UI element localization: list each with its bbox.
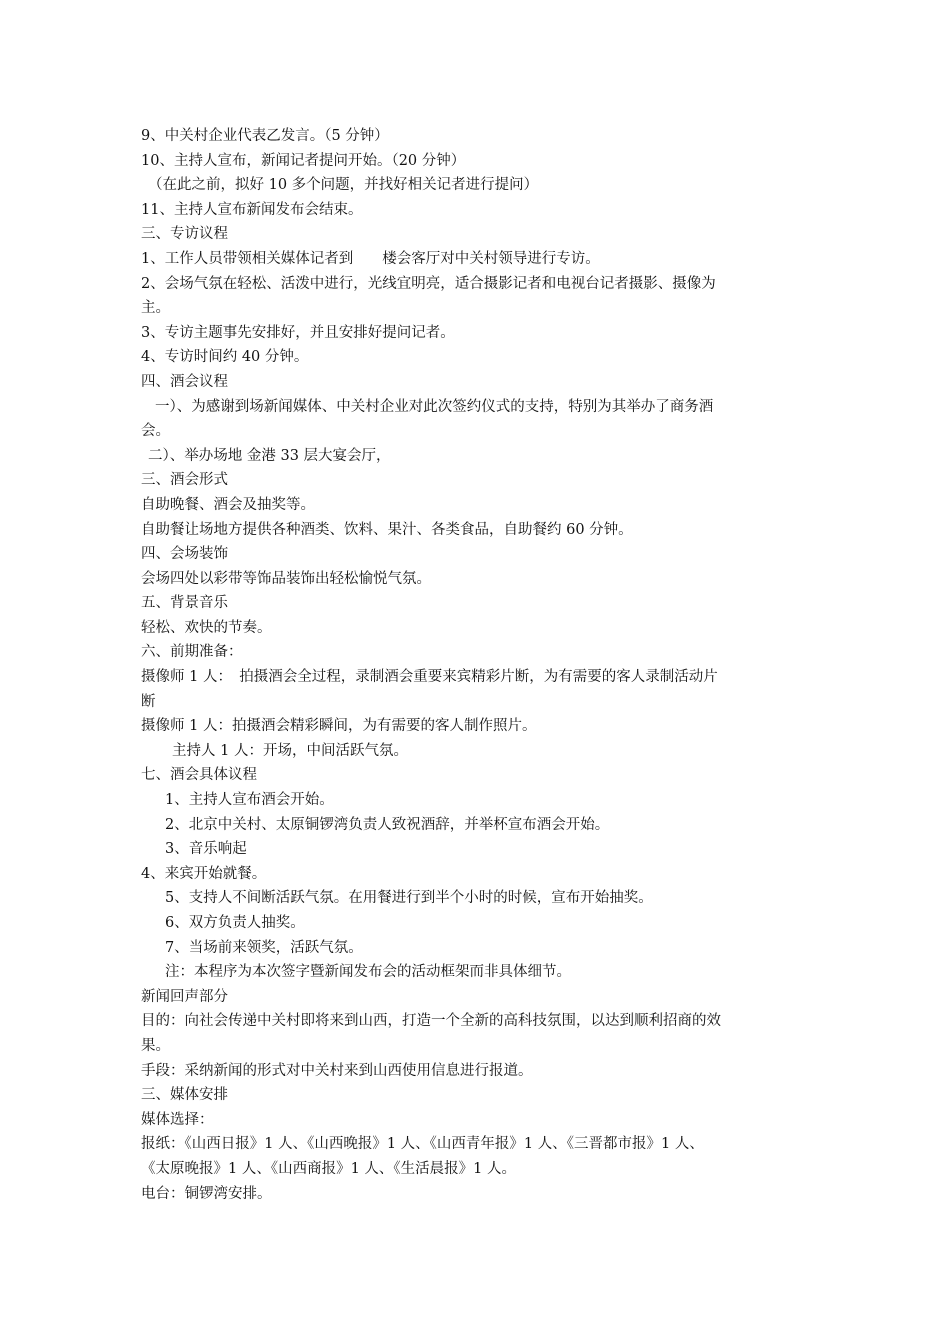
heading-decoration: 四、会场装饰 — [141, 546, 228, 563]
reception-agenda-1: 1、主持人宣布酒会开始。 — [165, 792, 334, 809]
document-body — [141, 124, 817, 1206]
media-radio: 电台：铜锣湾安排。 — [141, 1185, 272, 1202]
media-selection: 媒体选择： — [141, 1111, 214, 1128]
preparation-videographer-cont: 断 — [141, 693, 156, 710]
heading-music: 五、背景音乐 — [141, 595, 228, 612]
preparation-videographer: 摄像师 1 人： 拍摄酒会全过程，录制酒会重要来宾精彩片断，为有需要的客人录制活动片 — [141, 669, 718, 686]
interview-item-1: 1、工作人员带领相关媒体记者到 楼会客厅对中关村领导进行专访。 — [141, 250, 600, 267]
heading-reception-agenda: 七、酒会具体议程 — [141, 767, 257, 784]
reception-item-1: 一）、为感谢到场新闻媒体、中关村企业对此次签约仪式的支持，特别为其举办了商务酒 — [155, 398, 714, 415]
section-heading-interview: 三、专访议程 — [141, 226, 228, 243]
heading-news-echo: 新闻回声部分 — [141, 988, 228, 1005]
heading-preparation: 六、前期准备： — [141, 644, 243, 661]
reception-note: 注：本程序为本次签字暨新闻发布会的活动框架而非具体细节。 — [165, 964, 571, 981]
agenda-note: （在此之前，拟好 10 多个问题，并找好相关记者进行提问） — [148, 177, 539, 194]
heading-media: 三、媒体安排 — [141, 1087, 228, 1104]
agenda-item-9: 9、中关村企业代表乙发言。（5 分钟） — [141, 128, 389, 144]
interview-item-2-cont: 主。 — [141, 300, 170, 317]
preparation-photographer: 摄像师 1 人：拍摄酒会精彩瞬间，为有需要的客人制作照片。 — [141, 718, 537, 735]
reception-agenda-3: 3、音乐响起 — [165, 841, 247, 858]
reception-agenda-4: 4、来宾开始就餐。 — [141, 865, 267, 882]
media-newspapers: 报纸：《山西日报》1 人、《山西晚报》1 人、《山西青年报》1 人、《三晋都市报》1 人、 — [141, 1136, 704, 1153]
news-echo-purpose-cont: 果。 — [141, 1037, 170, 1054]
heading-reception-format: 三、酒会形式 — [141, 472, 228, 489]
news-echo-purpose: 目的：向社会传递中关村即将来到山西，打造一个全新的高科技氛围，以达到顺利招商的效 — [141, 1013, 721, 1030]
reception-agenda-5: 5、支持人不间断活跃气氛。在用餐进行到半个小时的时候，宣布开始抽奖。 — [165, 890, 653, 907]
section-heading-reception: 四、酒会议程 — [141, 373, 228, 390]
interview-item-3: 3、专访主题事先安排好，并且安排好提问记者。 — [141, 324, 455, 341]
reception-agenda-7: 7、当场前来领奖，活跃气氛。 — [165, 939, 363, 956]
music-text: 轻松、欢快的节奏。 — [141, 619, 272, 636]
reception-item-1-cont: 会。 — [141, 423, 170, 440]
media-newspapers-cont: 《太原晚报》1 人、《山西商报》1 人、《生活晨报》1 人。 — [141, 1160, 517, 1177]
reception-item-2: 二）、举办场地 金港 33 层大宴会厅， — [148, 447, 391, 464]
agenda-item-11: 11、主持人宣布新闻发布会结束。 — [141, 201, 363, 218]
decoration-text: 会场四处以彩带等饰品装饰出轻松愉悦气氛。 — [141, 570, 431, 587]
news-echo-method: 手段：采纳新闻的形式对中关村来到山西使用信息进行报道。 — [141, 1062, 533, 1079]
reception-agenda-2: 2、北京中关村、太原铜锣湾负责人致祝酒辞，并举杯宣布酒会开始。 — [165, 816, 610, 833]
preparation-host: 主持人 1 人：开场，中间活跃气氛。 — [172, 742, 408, 759]
reception-format-1: 自助晚餐、酒会及抽奖等。 — [141, 496, 315, 513]
reception-format-2: 自助餐让场地方提供各种酒类、饮料、果汁、各类食品，自助餐约 60 分钟。 — [141, 521, 633, 538]
agenda-item-10: 10、主持人宣布，新闻记者提问开始。（20 分钟） — [141, 152, 466, 169]
interview-item-4: 4、专访时间约 40 分钟。 — [141, 349, 309, 366]
interview-item-2: 2、会场气氛在轻松、活泼中进行，光线宜明亮，适合摄影记者和电视台记者摄影、摄像为 — [141, 275, 716, 292]
reception-agenda-6: 6、双方负责人抽奖。 — [165, 915, 305, 931]
